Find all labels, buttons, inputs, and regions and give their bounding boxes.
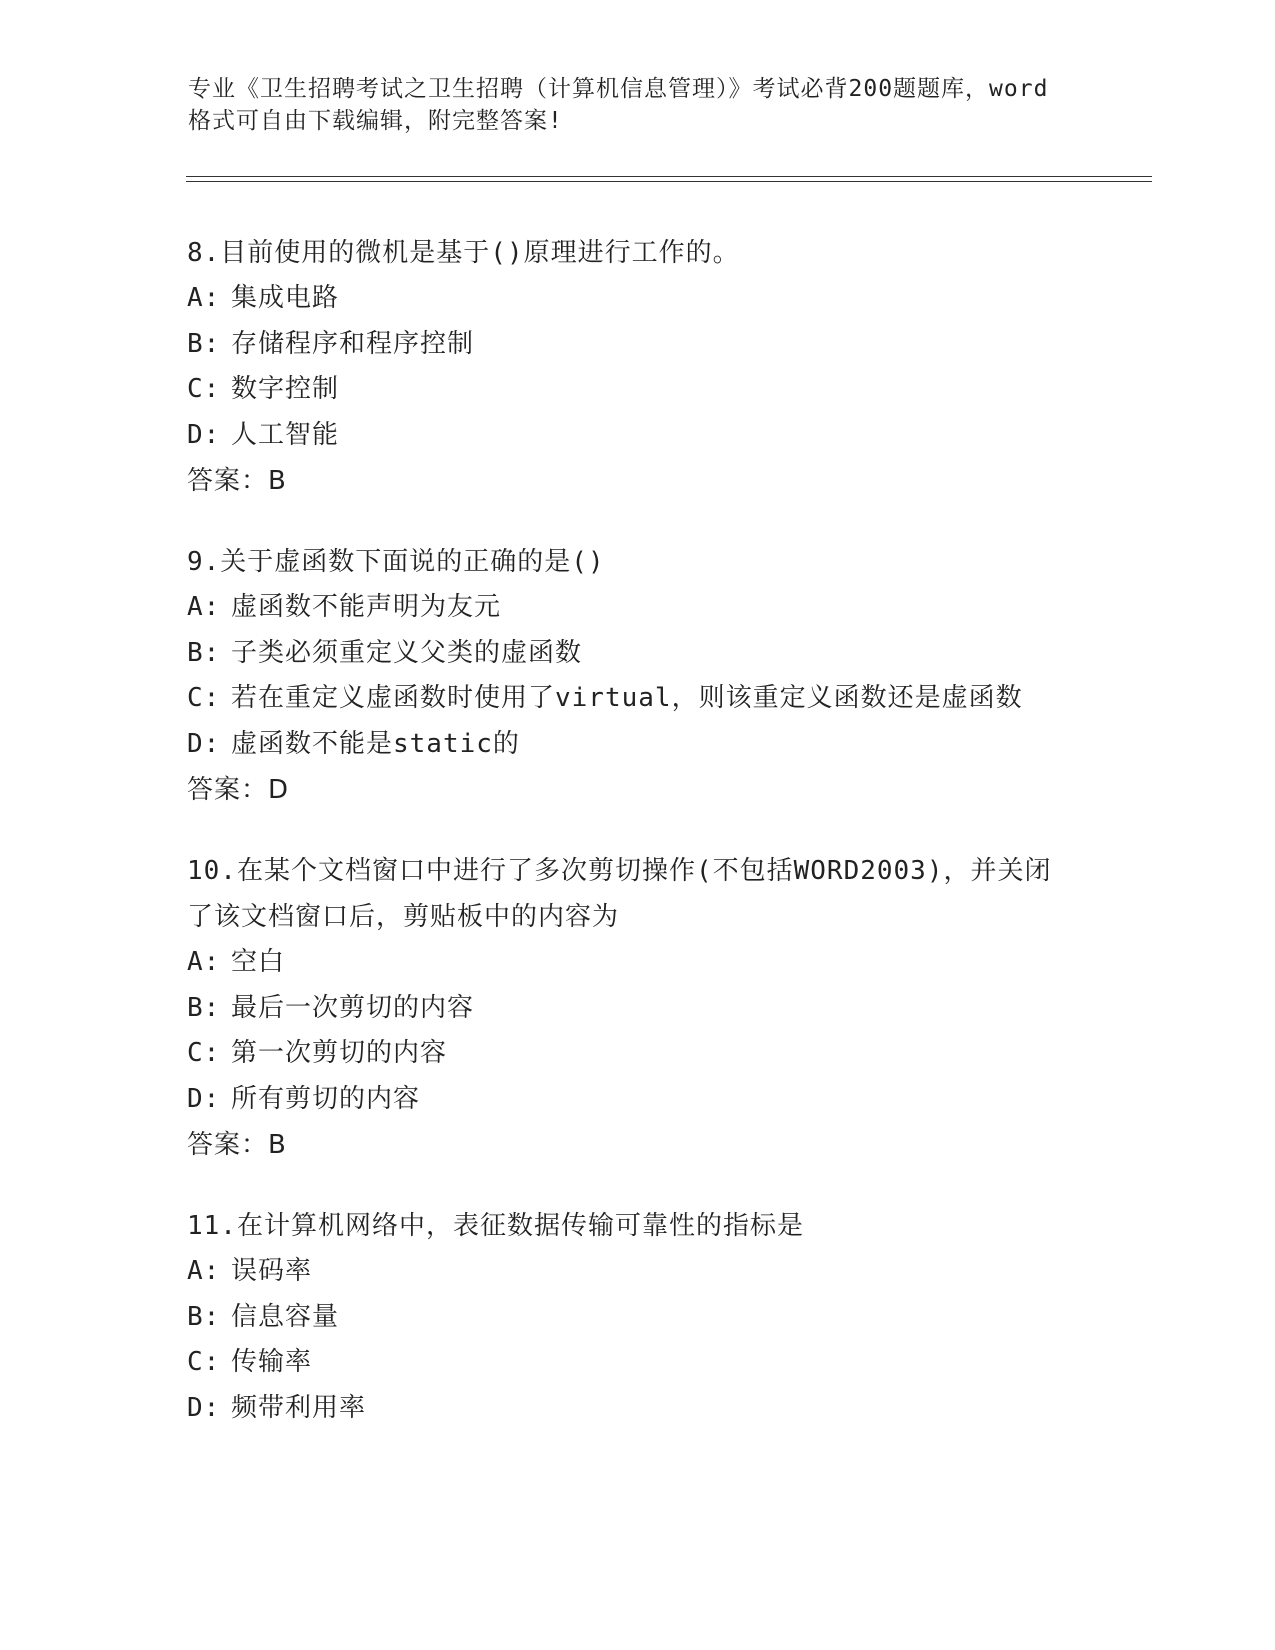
option-key: C:: [187, 683, 221, 713]
option-text: 误码率: [231, 1256, 313, 1286]
option-key: C:: [187, 1038, 221, 1068]
option-key: D:: [187, 1083, 221, 1114]
option-text: 人工智能: [231, 419, 340, 450]
header-line-2: 格式可自由下载编辑，附完整答案!: [188, 108, 563, 134]
option-c: [187, 367, 1147, 413]
question-item: [187, 230, 1147, 504]
option-key: D:: [187, 419, 221, 450]
option-text: 空白: [231, 947, 286, 977]
option-key: B:: [187, 637, 221, 668]
option-text: 虚函数不能是static的: [231, 728, 520, 759]
option-b: [187, 322, 1147, 368]
question-list: [187, 230, 1147, 1466]
option-text: 子类必须重定义父类的虚函数: [231, 637, 583, 668]
option-b: [187, 631, 1147, 677]
option-text: 信息容量: [231, 1301, 340, 1332]
option-key: B:: [187, 1301, 221, 1332]
option-a: [187, 585, 1147, 631]
option-b: [187, 1295, 1147, 1341]
option-a: [187, 1249, 1147, 1295]
option-text: 最后一次剪切的内容: [231, 992, 475, 1023]
option-text: 若在重定义虚函数时使用了virtual，则该重定义函数还是虚函数: [231, 683, 1023, 713]
answer-line: 答案：D: [187, 775, 290, 805]
option-key: D:: [187, 1392, 221, 1423]
option-d: [187, 413, 1147, 459]
option-d: [187, 1386, 1147, 1432]
option-key: A:: [187, 947, 221, 977]
option-key: A:: [187, 592, 221, 622]
option-text: 传输率: [231, 1347, 313, 1377]
document-header: [188, 73, 1088, 137]
option-text: 存储程序和程序控制: [231, 328, 475, 359]
option-text: 第一次剪切的内容: [231, 1038, 448, 1068]
header-divider-top: [186, 176, 1152, 177]
option-key: C:: [187, 1347, 221, 1377]
option-d: [187, 722, 1147, 768]
option-key: D:: [187, 728, 221, 759]
question-title: 11.在计算机网络中，表征数据传输可靠性的指标是: [187, 1211, 804, 1241]
question-item: [187, 539, 1147, 813]
option-c: [187, 1031, 1147, 1077]
question-title: 8.目前使用的微机是基于()原理进行工作的。: [187, 238, 740, 268]
question-title: 9.关于虚函数下面说的正确的是(): [187, 547, 605, 577]
question-item: [187, 1203, 1147, 1431]
header-line-1: 专业《卫生招聘考试之卫生招聘（计算机信息管理）》考试必背200题题库，word: [188, 76, 1049, 102]
option-key: A:: [187, 283, 221, 313]
option-key: B:: [187, 992, 221, 1023]
option-key: A:: [187, 1256, 221, 1286]
option-text: 数字控制: [231, 374, 340, 404]
option-text: 频带利用率: [231, 1392, 367, 1423]
option-a: [187, 276, 1147, 322]
question-title: 10.在某个文档窗口中进行了多次剪切操作(不包括WORD2003)，并关闭了该文档窗口后，剪贴板中的内容为: [187, 856, 1052, 932]
option-a: [187, 940, 1147, 986]
answer-line: 答案：B: [187, 1130, 287, 1160]
answer-line: 答案：B: [187, 466, 287, 496]
option-text: 虚函数不能声明为友元: [231, 592, 502, 622]
option-text: 所有剪切的内容: [231, 1083, 421, 1114]
option-b: [187, 986, 1147, 1032]
header-divider-bottom: [186, 181, 1152, 182]
option-d: [187, 1077, 1147, 1123]
option-key: C:: [187, 374, 221, 404]
question-item: [187, 848, 1147, 1168]
option-c: [187, 1340, 1147, 1386]
option-key: B:: [187, 328, 221, 359]
option-c: [187, 676, 1147, 722]
option-text: 集成电路: [231, 283, 340, 313]
